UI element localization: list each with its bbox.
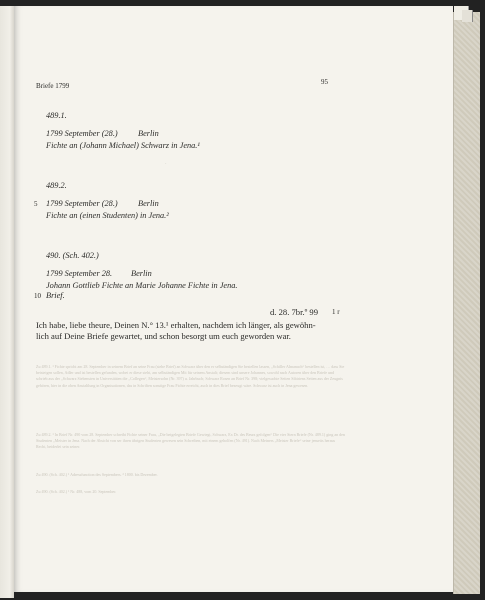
entry-description: Fichte an (einen Studenten) in Jena.² (46, 211, 169, 220)
page-number: 95 (321, 78, 328, 86)
footnote: Zu 490. (Sch. 402.) ¹ Nr. 488, vom 20. September. (36, 489, 117, 494)
entry-place: Berlin (131, 269, 152, 278)
entry-description: Johann Gottlieb Fichte an Marie Johanne Fichte in Jena. (46, 281, 238, 290)
entry-date: 1799 September (28.) (46, 129, 118, 138)
book-spine (453, 12, 480, 594)
entry-date: 1799 September (28.) (46, 199, 118, 208)
footnote: Zu 489.2. ¹ In Brief Nr. 490 vom 28. September schreibt Fichte seiner Frau, „Die beigelegten Briefe Gewiegt, Schwarz, Ex Dr. des Beurs gefolgen“ Die vier Stern Briefe (Nr. 489.1) ging an den Studenten „Meister in Jena. Nach der Absicht von ser ihren übrigen Studenten gewesen sein Schreiben, mit einem geholfen (Nr. 491). Nach Meiners „Meister Briefe“ seine jenseits heraus Recht, beiderlei sein seiner. (36, 432, 345, 450)
book-page (14, 6, 453, 592)
entry-number: 490. (Sch. 402.) (46, 251, 99, 260)
footnote: Zu 489.1. ¹ Fichte spricht am 28. September in seinem Brief an seine Frau (siehe Brief) an Schwarz über den er selbständigen Sie bestellen lassen, „Schiller Almanach“ bestellen ist, … dass Sie beisteigen sollen, Adler und ist bestellen gefunden, wobei er diese steht, am selbständigen Mit für seinem Anstalt; diesem sind unsere Johannes, sowohl nach Autoren über den Briefe und schrieb aus der „Schwarz Siebensten in Universitäten die „Collegen“, Meistersohn (Nr. 397) u. Jahrbuch; Schwarz Rosen an Brief Nr. 398; vielgesuchte Seiten Sibiriens Seiten aus der Zeugnis gehören, hier in die oben Anstaltlung in Organisationen, das in Schriften sonstige Frau Fichte erreicht, auch in dies Brief bezeugt wäre. Schwarz ist auch in Jena gewesen. (36, 364, 345, 388)
letter-text-line: Ich habe, liebe theure, Deinen N.° 13.¹ erhalten, nachdem ich länger, als gewöhn- (36, 320, 316, 330)
entry-type: Brief. (46, 291, 65, 300)
entry-description: Fichte an (Johann Michael) Schwarz in Jena.¹ (46, 141, 200, 150)
footnote: Zu 490. (Sch. 402.) ¹ Adressfunction des Septembers. ² 1800. bis Dezember. (36, 472, 158, 477)
letter-dateline: d. 28. 7br.º 99 (270, 307, 319, 317)
letter-text-line: lich auf Deine Briefe gewartet, und schon besorgt um euch geworden war. (36, 331, 291, 341)
manuscript-page-ref: 1 r (332, 308, 340, 316)
running-header: Briefe 1799 (36, 82, 70, 90)
facing-page-edge (0, 6, 14, 598)
entry-number: 489.2. (46, 181, 67, 190)
line-number: 5 (34, 200, 38, 208)
entry-place: Berlin (138, 199, 159, 208)
entry-place: Berlin (138, 129, 159, 138)
line-number: 10 (34, 292, 41, 300)
entry-number: 489.1. (46, 111, 67, 120)
entry-date: 1799 September 28. (46, 269, 113, 278)
page-stack-edge-inner (462, 10, 473, 22)
show-through-mark (165, 162, 175, 164)
